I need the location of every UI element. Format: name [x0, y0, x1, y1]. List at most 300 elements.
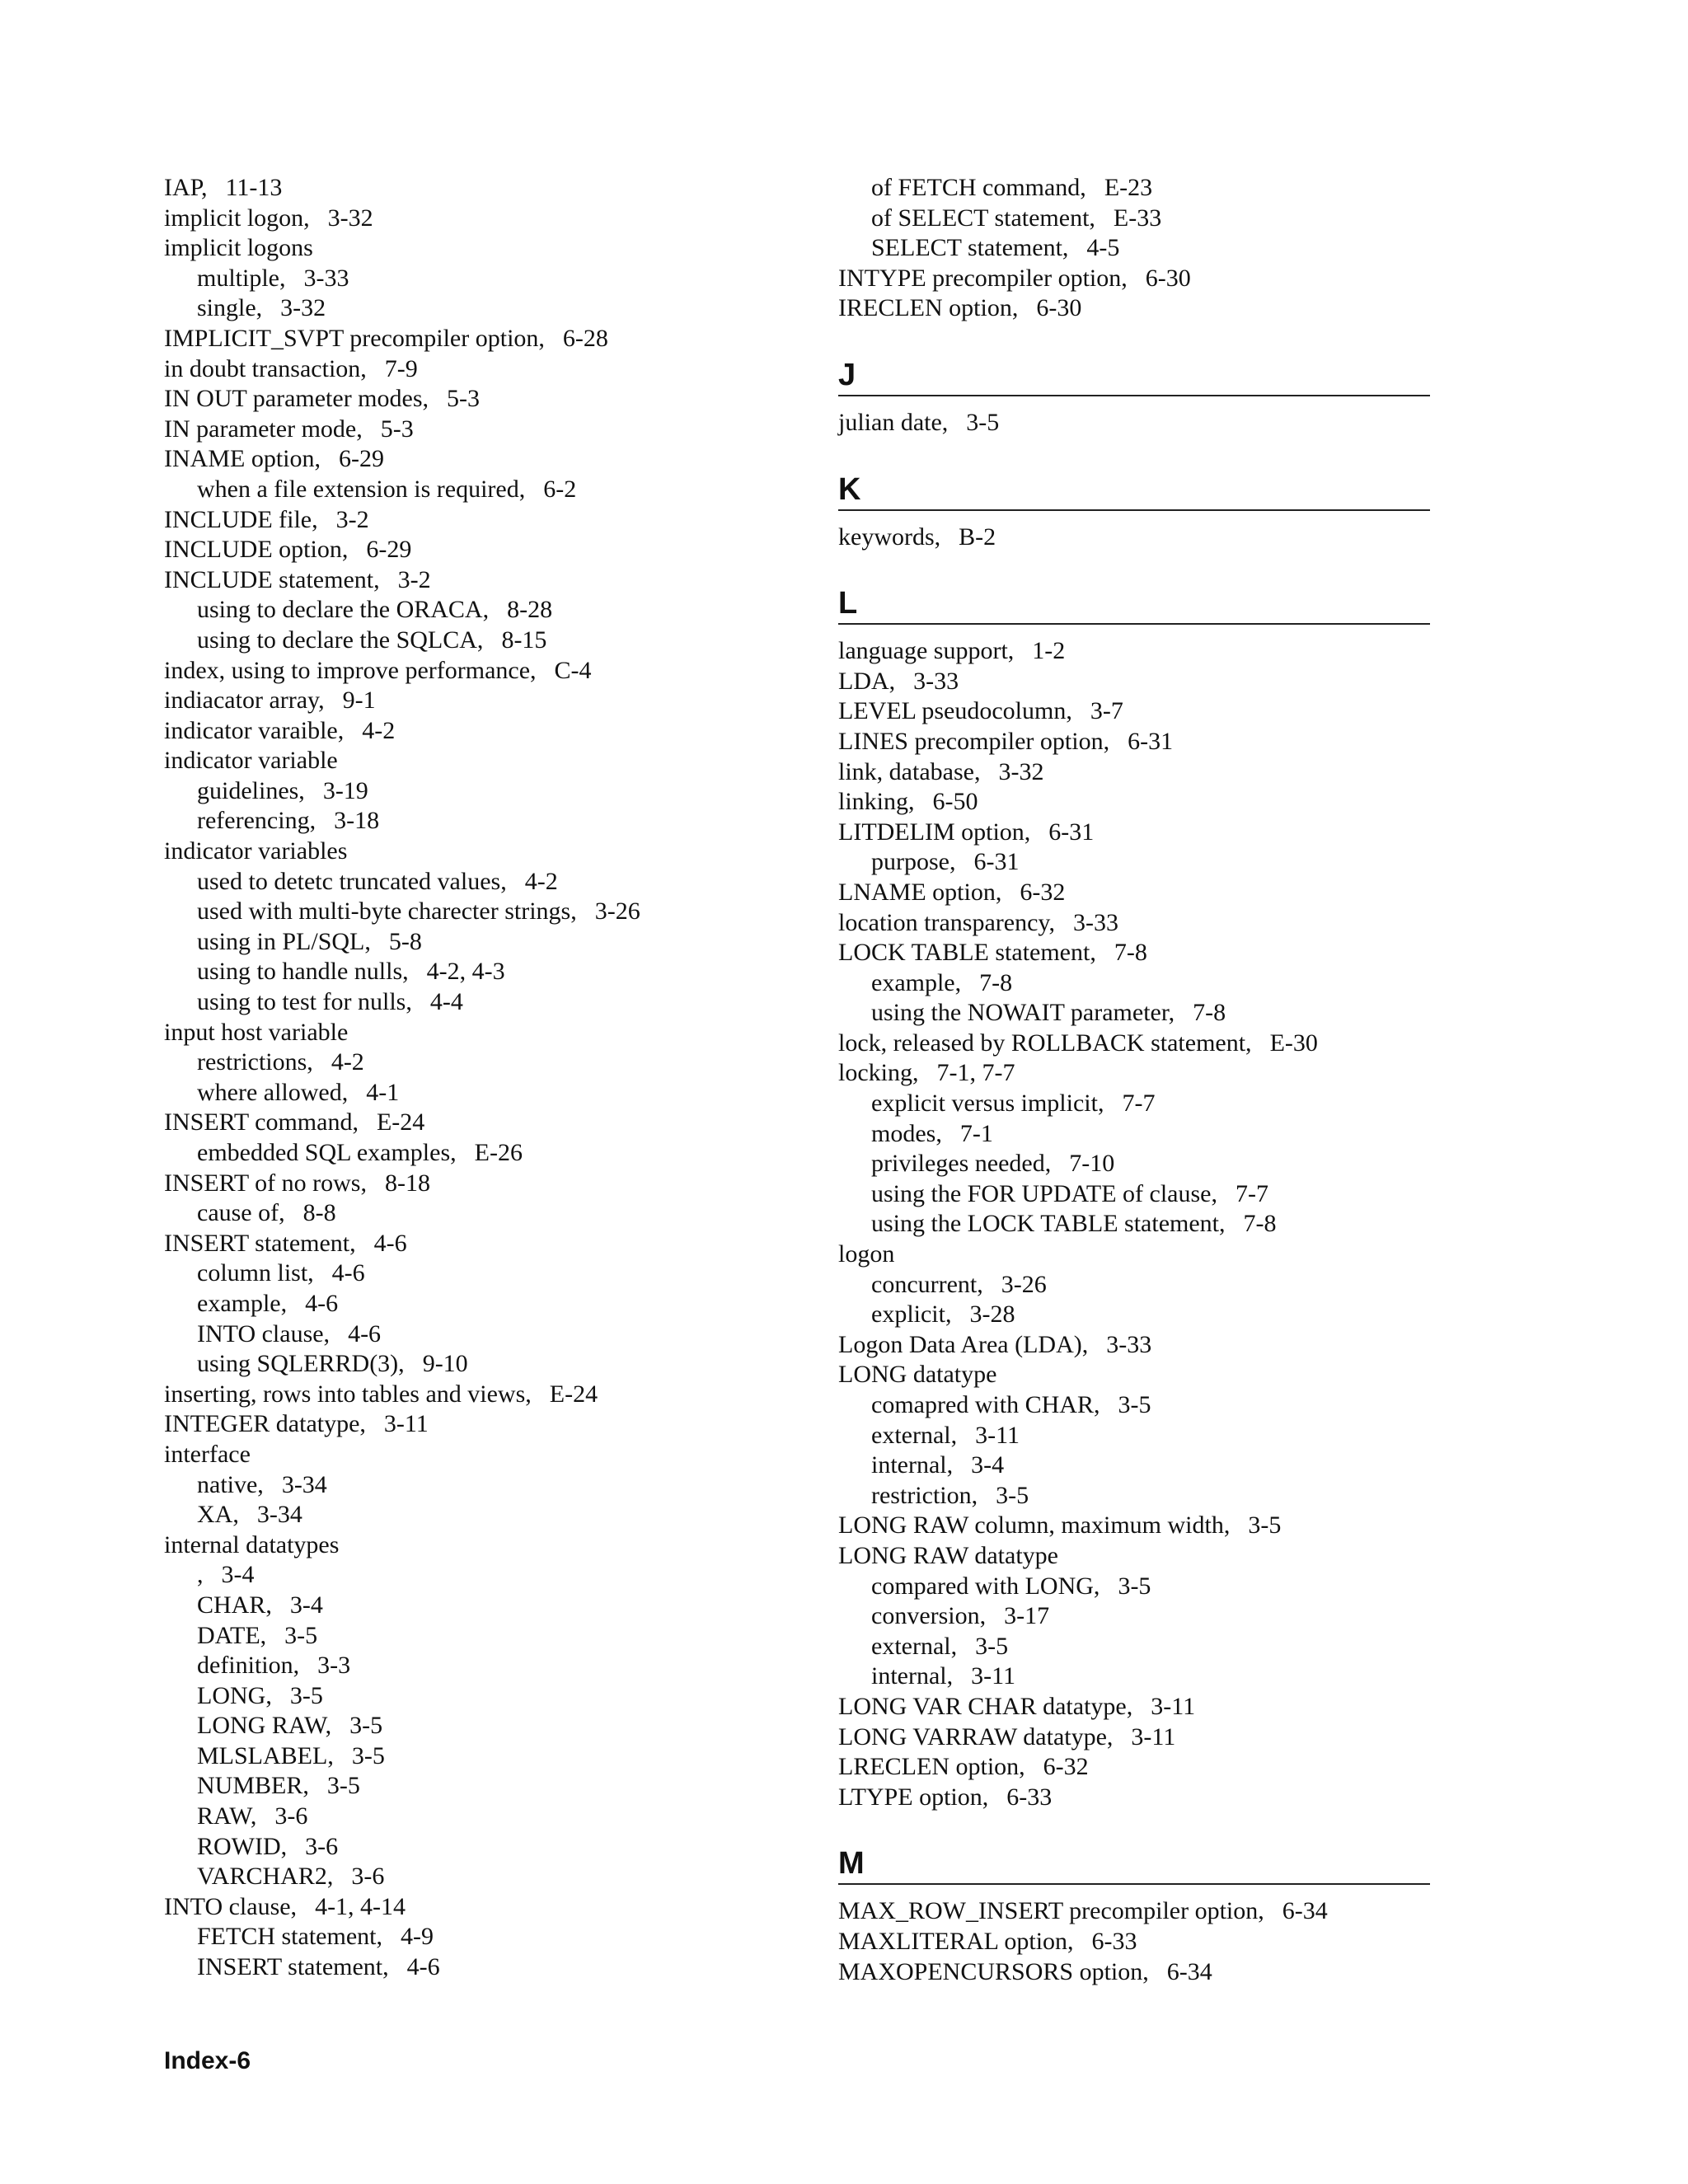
index-term: using in PL/SQL,: [197, 927, 371, 955]
index-subentry: [164, 776, 823, 807]
index-page-ref: 3-34: [281, 1470, 327, 1498]
index-page-ref: 4-2, 4-3: [426, 958, 505, 986]
index-subentry: [164, 1078, 823, 1108]
index-term: restriction,: [871, 1481, 978, 1509]
index-subentry: [164, 1138, 823, 1169]
index-page-ref: 6-31: [973, 848, 1020, 876]
index-page-ref: 6-29: [366, 536, 412, 564]
index-term: where allowed,: [197, 1078, 349, 1106]
index-term: lock, released by ROLLBACK statement,: [838, 1029, 1252, 1057]
index-term: LONG VARRAW datatype,: [838, 1722, 1114, 1750]
index-page-ref: 6-33: [1091, 1927, 1137, 1955]
index-subentry: [838, 998, 1432, 1029]
index-term: using to test for nulls,: [197, 988, 412, 1016]
index-entry: [838, 523, 1432, 553]
index-entry: [838, 908, 1432, 939]
index-term: referencing,: [197, 807, 316, 835]
index-term: LONG RAW column, maximum width,: [838, 1511, 1231, 1540]
index-term: external,: [871, 1421, 958, 1449]
index-subentry: [164, 1922, 823, 1952]
index-term: location transparency,: [838, 908, 1055, 936]
index-page-ref: 3-5: [284, 1621, 318, 1649]
index-page-ref: 6-31: [1048, 818, 1095, 846]
index-entry: [838, 1360, 1432, 1390]
index-term: implicit logons: [164, 234, 313, 262]
index-term: of FETCH command,: [871, 174, 1086, 201]
index-page-ref: 6-2: [543, 475, 577, 503]
index-entry: [164, 324, 823, 354]
index-entry: [164, 1530, 823, 1561]
index-term: IRECLEN option,: [838, 294, 1019, 322]
index-page-ref: 6-34: [1282, 1897, 1328, 1925]
index-term: modes,: [871, 1119, 942, 1147]
index-entry: [838, 1896, 1432, 1927]
index-term: using the NOWAIT parameter,: [871, 999, 1175, 1027]
index-term: INCLUDE option,: [164, 536, 349, 564]
index-term: XA,: [197, 1501, 239, 1529]
index-subentry: [164, 264, 823, 294]
index-page-ref: 6-32: [1020, 878, 1066, 906]
index-term: SELECT statement,: [871, 234, 1069, 262]
page-footer-label: Index-6: [164, 2047, 251, 2074]
index-entry: [838, 1240, 1432, 1270]
index-subentry: [164, 1289, 823, 1319]
index-term: link, database,: [838, 757, 981, 785]
index-subentry: [164, 1711, 823, 1741]
index-page-ref: 7-10: [1069, 1150, 1115, 1178]
index-page-ref: 3-33: [1106, 1330, 1152, 1358]
index-subentry: [838, 1481, 1432, 1511]
index-page-ref: 9-1: [342, 687, 376, 715]
index-term: MLSLABEL,: [197, 1741, 334, 1769]
index-term: comapred with CHAR,: [871, 1391, 1100, 1418]
index-entry: [838, 264, 1432, 294]
index-term: using to declare the ORACA,: [197, 596, 490, 624]
index-page-ref: 3-5: [326, 1772, 360, 1800]
index-page-ref: 8-18: [384, 1169, 430, 1197]
index-subentry: [838, 1089, 1432, 1119]
index-subentry: [164, 475, 823, 505]
index-subentry: [164, 897, 823, 927]
index-term: INTO clause,: [197, 1319, 331, 1347]
index-page-ref: 5-8: [388, 927, 422, 955]
index-term: cause of,: [197, 1199, 285, 1227]
index-term: INSERT of no rows,: [164, 1169, 367, 1197]
index-page-ref: 4-6: [331, 1259, 365, 1287]
index-page-ref: 3-5: [1118, 1572, 1151, 1600]
index-term: native,: [197, 1470, 264, 1498]
index-term: guidelines,: [197, 776, 305, 804]
index-term: LEVEL pseudocolumn,: [838, 697, 1072, 725]
index-page-ref: E-26: [474, 1139, 523, 1166]
index-entry: [838, 818, 1432, 848]
index-entry: [164, 233, 823, 264]
index-entry: [838, 1511, 1432, 1541]
index-term: privileges needed,: [871, 1150, 1052, 1178]
index-page-ref: E-33: [1113, 204, 1162, 232]
index-page-ref: 7-1, 7-7: [936, 1059, 1015, 1087]
index-entry: [838, 408, 1432, 438]
index-subentry: [164, 293, 823, 324]
index-page-ref: 9-10: [422, 1350, 468, 1378]
index-page-ref: 6-28: [562, 324, 608, 352]
index-term: INTYPE precompiler option,: [838, 264, 1128, 292]
index-term: using the LOCK TABLE statement,: [871, 1210, 1226, 1238]
index-subentry: [838, 1179, 1432, 1210]
index-entry: [838, 1541, 1432, 1572]
index-subentry: [838, 1451, 1432, 1481]
index-subentry: [164, 1802, 823, 1832]
index-page-ref: 4-6: [348, 1319, 382, 1347]
index-subentry: [838, 1661, 1432, 1692]
index-entry: [838, 1927, 1432, 1957]
index-subentry: [838, 1421, 1432, 1451]
index-page-ref: 3-11: [1131, 1722, 1176, 1750]
index-subentry: [838, 204, 1432, 234]
index-page-ref: 3-6: [351, 1863, 385, 1891]
index-page-ref: 7-8: [979, 968, 1013, 996]
index-entry: [164, 444, 823, 475]
index-subentry: [164, 1198, 823, 1229]
index-subentry: [164, 1047, 823, 1078]
index-entry: [164, 1440, 823, 1470]
index-term: MAXOPENCURSORS option,: [838, 1957, 1149, 1985]
index-page-ref: 6-31: [1128, 727, 1174, 755]
index-term: locking,: [838, 1059, 919, 1087]
index-term: example,: [197, 1289, 288, 1317]
index-page-ref: 3-5: [349, 1712, 383, 1740]
index-page-ref: 6-34: [1166, 1957, 1212, 1985]
index-page-ref: E-24: [376, 1108, 425, 1137]
index-page-ref: 11-13: [225, 174, 283, 201]
index-entry: [838, 1752, 1432, 1783]
index-term: indicator varaible,: [164, 716, 345, 744]
index-page-ref: 6-50: [932, 788, 978, 816]
index-page-ref: 8-28: [507, 596, 553, 624]
index-term: indiacator array,: [164, 687, 325, 715]
index-page-ref: 3-5: [351, 1741, 385, 1769]
index-subentry: [164, 595, 823, 626]
index-subentry: [838, 1300, 1432, 1330]
index-term: embedded SQL examples,: [197, 1139, 457, 1166]
index-page-ref: 4-1, 4-14: [315, 1892, 406, 1920]
index-entry: [838, 1783, 1432, 1813]
index-page-ref: 3-7: [1090, 697, 1123, 725]
index-term: FETCH statement,: [197, 1923, 382, 1951]
index-subentry: [838, 1270, 1432, 1301]
index-page-ref: E-30: [1269, 1029, 1318, 1057]
index-entry: [838, 878, 1432, 908]
index-term: MAXLITERAL option,: [838, 1927, 1074, 1955]
index-entry: [164, 505, 823, 536]
index-page-ref: 4-6: [373, 1229, 407, 1257]
index-page-ref: 7-8: [1243, 1210, 1277, 1238]
index-term: compared with LONG,: [871, 1572, 1100, 1600]
index-entry: [164, 716, 823, 747]
index-term: of SELECT statement,: [871, 204, 1095, 232]
index-entry: [164, 1229, 823, 1259]
index-term: LTYPE option,: [838, 1783, 989, 1811]
index-entry: [164, 686, 823, 716]
index-term: internal,: [871, 1662, 954, 1690]
index-term: language support,: [838, 637, 1015, 665]
index-term: Logon Data Area (LDA),: [838, 1330, 1089, 1358]
index-term: LDA,: [838, 667, 896, 695]
index-page-ref: 3-11: [975, 1421, 1020, 1449]
index-term: IAP,: [164, 174, 208, 201]
index-entry: [164, 204, 823, 234]
index-subentry: [164, 1258, 823, 1289]
index-term: DATE,: [197, 1621, 267, 1649]
index-page-ref: 3-26: [594, 898, 640, 926]
index-term: IN OUT parameter modes,: [164, 385, 429, 413]
index-page-ref: 8-15: [501, 626, 547, 654]
index-term: IMPLICIT_SVPT precompiler option,: [164, 324, 545, 352]
index-page-ref: 4-6: [305, 1289, 339, 1317]
index-entry: [838, 1722, 1432, 1753]
index-entry: [838, 787, 1432, 818]
index-subentry: [164, 806, 823, 837]
index-term: linking,: [838, 788, 915, 816]
index-page-ref: 3-26: [1001, 1270, 1047, 1298]
index-page-ref: 4-1: [366, 1078, 400, 1106]
index-entry: [164, 746, 823, 776]
index-term: indicator variable: [164, 747, 338, 775]
index-entry: [838, 1029, 1432, 1059]
index-page-ref: 3-33: [303, 264, 349, 292]
index-page-ref: 3-34: [256, 1501, 302, 1529]
index-entry: [164, 1169, 823, 1199]
index-page-ref: 8-8: [302, 1199, 336, 1227]
index-entry: [838, 1058, 1432, 1089]
index-entry: [838, 636, 1432, 667]
index-page-ref: 7-7: [1122, 1090, 1156, 1118]
index-term: INSERT statement,: [197, 1953, 389, 1981]
index-term: explicit versus implicit,: [871, 1090, 1104, 1118]
index-page-ref: 3-33: [913, 667, 959, 695]
index-page-ref: 6-30: [1145, 264, 1191, 292]
index-term: INAME option,: [164, 445, 321, 473]
index-page-ref: 3-4: [971, 1451, 1005, 1479]
index-page-ref: 3-32: [327, 204, 373, 232]
index-page-ref: 4-5: [1086, 234, 1120, 262]
index-term: inserting, rows into tables and views,: [164, 1380, 532, 1408]
index-page-ref: B-2: [959, 523, 996, 551]
index-subentry: [164, 1349, 823, 1380]
index-entry: [164, 565, 823, 596]
index-page-ref: E-23: [1104, 174, 1153, 201]
index-entry: [838, 667, 1432, 697]
index-page-ref: 3-19: [322, 776, 368, 804]
index-page-ref: 3-32: [998, 757, 1044, 785]
index-page-ref: 7-1: [959, 1119, 993, 1147]
index-term: IN parameter mode,: [164, 415, 363, 443]
index-entry: [164, 384, 823, 415]
index-page-ref: 7-9: [384, 354, 418, 382]
index-subentry: [838, 847, 1432, 878]
index-page-ref: 3-11: [1151, 1692, 1196, 1720]
index-page-ref: 1-2: [1032, 637, 1066, 665]
index-subentry: [838, 233, 1432, 264]
index-page-ref: 3-4: [289, 1591, 323, 1619]
index-term: VARCHAR2,: [197, 1863, 334, 1891]
index-entry: [164, 535, 823, 565]
index-page-ref: 3-5: [996, 1481, 1029, 1509]
index-term: CHAR,: [197, 1591, 272, 1619]
index-page-ref: 7-8: [1193, 999, 1226, 1027]
index-page-ref: 3-4: [221, 1561, 255, 1589]
index-term: LONG RAW,: [197, 1712, 332, 1740]
index-entry: [838, 727, 1432, 757]
index-entry: [838, 938, 1432, 968]
index-page-ref: 3-5: [1248, 1511, 1282, 1540]
index-entry: [164, 1380, 823, 1410]
index-subentry: [164, 1771, 823, 1802]
index-page-ref: 3-6: [305, 1832, 339, 1860]
index-subentry: [164, 957, 823, 987]
index-page-ref: 3-17: [1004, 1602, 1050, 1630]
index-page-ref: 3-32: [280, 294, 326, 322]
index-page-ref: 3-5: [289, 1681, 323, 1709]
index-term: LNAME option,: [838, 878, 1002, 906]
index-page-ref: C-4: [554, 656, 592, 684]
index-subentry: [164, 987, 823, 1018]
index-term: input host variable: [164, 1018, 349, 1046]
index-term: LOCK TABLE statement,: [838, 939, 1096, 967]
index-page-ref: 4-6: [406, 1953, 440, 1981]
index-page-ref: 3-5: [975, 1632, 1009, 1660]
index-entry: [164, 415, 823, 445]
index-subentry: [164, 1560, 823, 1591]
index-page-ref: 3-5: [1118, 1391, 1151, 1418]
index-term: using to declare the SQLCA,: [197, 626, 484, 654]
index-page-ref: 6-32: [1043, 1753, 1089, 1781]
index-entry: [164, 1409, 823, 1440]
index-term: used to detetc truncated values,: [197, 867, 507, 895]
index-entry: [838, 757, 1432, 788]
index-subentry: [164, 1651, 823, 1681]
index-subentry: [838, 1601, 1432, 1632]
index-entry: [164, 1018, 823, 1048]
index-page-ref: 4-9: [400, 1923, 434, 1951]
index-subentry: [164, 1500, 823, 1530]
index-term: INCLUDE file,: [164, 505, 318, 533]
index-term: LINES precompiler option,: [838, 727, 1110, 755]
index-term: INSERT statement,: [164, 1229, 356, 1257]
index-term: INTO clause,: [164, 1892, 298, 1920]
index-term: single,: [197, 294, 263, 322]
index-term: in doubt transaction,: [164, 354, 367, 382]
index-page-ref: 4-2: [362, 716, 396, 744]
index-subentry: [164, 1832, 823, 1863]
index-term: example,: [871, 968, 962, 996]
index-page-ref: 3-33: [1072, 908, 1118, 936]
index-page-ref: 4-4: [429, 988, 463, 1016]
index-term: logon: [838, 1240, 895, 1268]
index-page-ref: 3-5: [966, 408, 1000, 436]
index-subentry: [164, 1319, 823, 1350]
index-term: LRECLEN option,: [838, 1753, 1025, 1781]
index-term: using to handle nulls,: [197, 958, 409, 986]
index-page-ref: 4-2: [524, 867, 558, 895]
index-entry: [838, 1957, 1432, 1988]
section-letter-heading: M: [838, 1845, 1430, 1885]
index-page-ref: E-24: [549, 1380, 598, 1408]
index-column-right: [838, 173, 1432, 1987]
index-subentry: [838, 1209, 1432, 1240]
index-subentry: [838, 968, 1432, 999]
index-entry: [164, 354, 823, 385]
index-page-ref: 5-3: [447, 385, 481, 413]
index-page-ref: 6-30: [1036, 294, 1082, 322]
index-entry: [838, 1692, 1432, 1722]
section-letter-heading: J: [838, 357, 1430, 396]
index-term: when a file extension is required,: [197, 475, 526, 503]
index-page-ref: 3-2: [335, 505, 369, 533]
index-term: index, using to improve performance,: [164, 656, 537, 684]
index-page-ref: 3-11: [971, 1662, 1016, 1690]
index-term: column list,: [197, 1259, 314, 1287]
index-term: LONG datatype: [838, 1361, 997, 1389]
index-page-ref: 6-29: [339, 445, 384, 473]
index-term: INTEGER datatype,: [164, 1410, 366, 1438]
index-page-ref: 3-2: [397, 565, 431, 593]
section-letter-heading: K: [838, 471, 1430, 511]
index-page-ref: 3-6: [274, 1802, 308, 1830]
index-page-ref: 3-3: [317, 1652, 351, 1680]
index-term: indicator variables: [164, 837, 348, 865]
index-term: MAX_ROW_INSERT precompiler option,: [838, 1897, 1264, 1925]
index-entry: [164, 1108, 823, 1138]
index-term: INCLUDE statement,: [164, 565, 380, 593]
index-term: implicit logon,: [164, 204, 310, 232]
index-entry: [164, 173, 823, 204]
index-term: julian date,: [838, 408, 949, 436]
index-page-ref: 3-11: [383, 1410, 429, 1438]
index-subentry: [164, 1952, 823, 1983]
index-term: using SQLERRD(3),: [197, 1350, 405, 1378]
index-term: concurrent,: [871, 1270, 983, 1298]
index-term: interface: [164, 1440, 251, 1468]
index-term: LONG RAW datatype: [838, 1541, 1058, 1569]
index-subentry: [164, 1470, 823, 1501]
section-letter-heading: L: [838, 585, 1430, 625]
index-subentry: [164, 1862, 823, 1892]
index-page-ref: 4-2: [331, 1048, 364, 1076]
index-term: LONG VAR CHAR datatype,: [838, 1692, 1133, 1720]
index-subentry: [838, 1149, 1432, 1179]
index-term: using the FOR UPDATE of clause,: [871, 1179, 1217, 1207]
index-term: used with multi-byte charecter strings,: [197, 898, 577, 926]
index-term: NUMBER,: [197, 1772, 309, 1800]
index-page-ref: 5-3: [380, 415, 414, 443]
index-term: ROWID,: [197, 1832, 288, 1860]
index-page-ref: 7-7: [1235, 1179, 1268, 1207]
index-column-left: [164, 173, 823, 1983]
index-entry: [164, 837, 823, 867]
index-subentry: [164, 1591, 823, 1621]
index-entry: [164, 656, 823, 687]
index-page-ref: 3-18: [334, 807, 380, 835]
index-entry: [838, 293, 1432, 324]
index-term: LITDELIM option,: [838, 818, 1031, 846]
index-subentry: [164, 1741, 823, 1772]
index-subentry: [838, 1390, 1432, 1421]
index-entry: [838, 1330, 1432, 1361]
index-page-ref: 7-8: [1114, 939, 1147, 967]
index-term: definition,: [197, 1652, 300, 1680]
index-subentry: [164, 1681, 823, 1712]
